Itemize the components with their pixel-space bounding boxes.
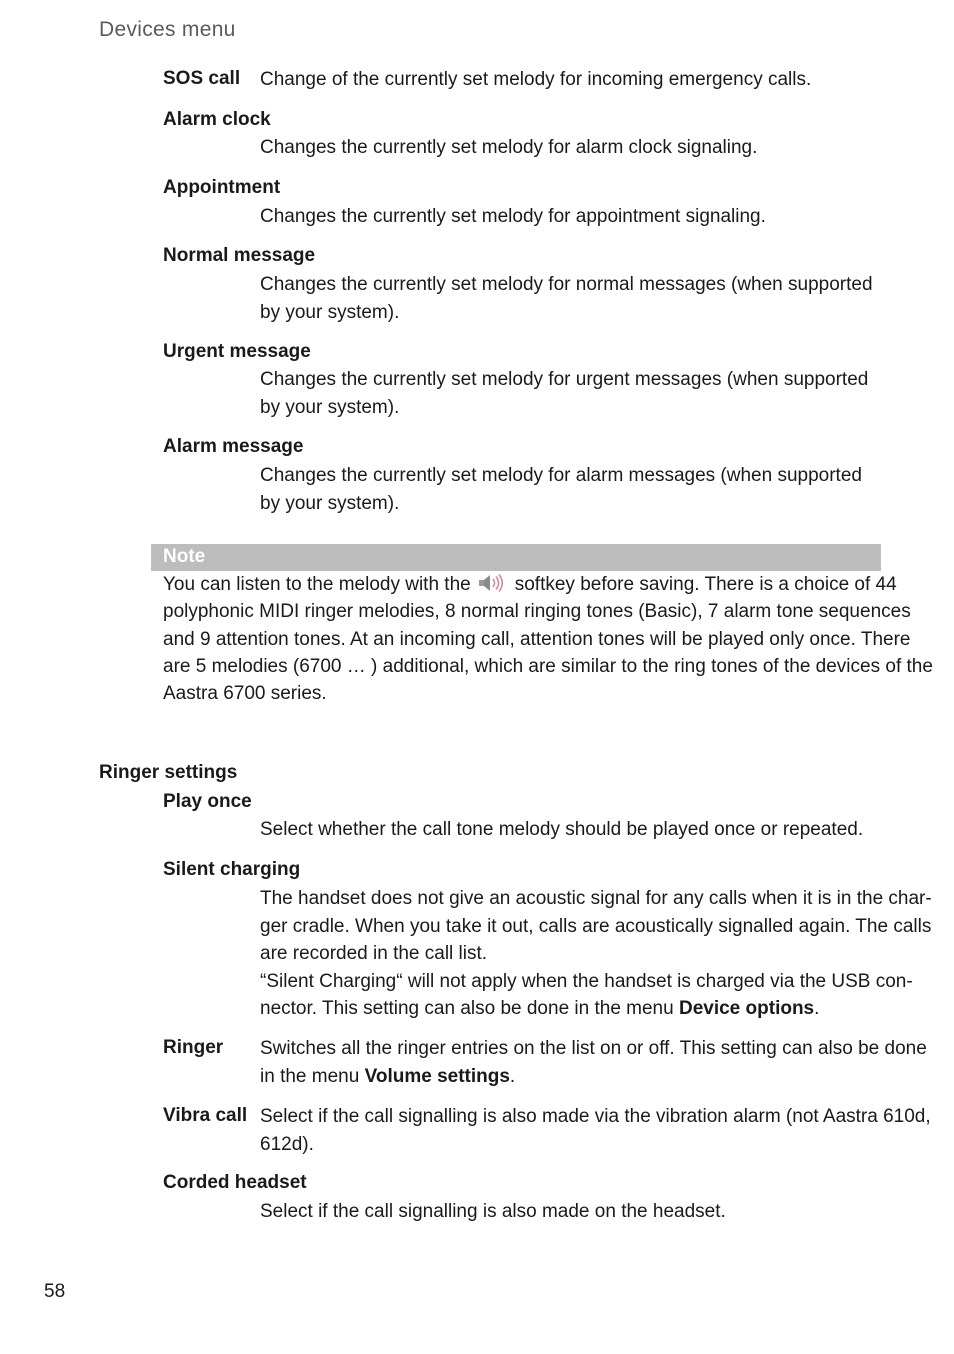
desc-line: Changes the currently set melody for urgent messages (when supported bbox=[260, 369, 869, 390]
desc-ringer bbox=[260, 1035, 927, 1090]
section-header: Devices menu bbox=[99, 18, 236, 41]
term-silent-charging: Silent charging bbox=[163, 859, 301, 880]
note-line: polyphonic MIDI ringer melodies, 8 normal ringing tones (Basic), 7 alarm tone sequences bbox=[163, 601, 911, 623]
desc-normal-message bbox=[260, 271, 873, 326]
desc-appointment: Changes the currently set melody for appointment signaling. bbox=[260, 206, 766, 227]
desc-line: The handset does not give an acoustic signal for any calls when it is in the char- bbox=[260, 888, 932, 909]
desc-urgent-message bbox=[260, 366, 868, 421]
term-appointment: Appointment bbox=[163, 177, 281, 198]
page-number: 58 bbox=[44, 1281, 66, 1302]
section-title-ringer-settings: Ringer settings bbox=[99, 762, 238, 783]
note-text bbox=[163, 571, 933, 707]
term-play-once: Play once bbox=[163, 791, 252, 812]
menu-ref-volume-settings: Volume settings bbox=[364, 1065, 510, 1087]
desc-alarm-clock: Changes the currently set melody for alarm clock signaling. bbox=[260, 137, 758, 158]
desc-text: nector. This setting can also be done in the menu bbox=[260, 998, 679, 1019]
desc-line bbox=[260, 995, 932, 1023]
desc-text: . bbox=[509, 1065, 516, 1087]
note-text-before-icon: You can listen to the melody with the bbox=[163, 574, 471, 595]
term-sos-call: SOS call bbox=[163, 68, 241, 89]
menu-ref-device-options: Device options bbox=[678, 998, 815, 1019]
term-normal-message: Normal message bbox=[163, 245, 316, 266]
term-urgent-message: Urgent message bbox=[163, 341, 311, 362]
desc-alarm-message bbox=[260, 462, 862, 517]
desc-line: by your system). bbox=[260, 301, 400, 323]
desc-line: by your system). bbox=[260, 396, 400, 418]
desc-text: in the menu bbox=[260, 1065, 365, 1087]
term-corded-headset: Corded headset bbox=[163, 1172, 307, 1193]
desc-line: “Silent Charging“ will not apply when the handset is charged via the USB con- bbox=[260, 970, 913, 992]
desc-line: 612d). bbox=[260, 1133, 314, 1155]
desc-line: are recorded in the call list. bbox=[260, 943, 488, 964]
note-line: are 5 melodies (6700 … ) additional, which are similar to the ring tones of the devices of the bbox=[163, 655, 933, 677]
note-bar bbox=[151, 544, 881, 571]
desc-line: Changes the currently set melody for alarm messages (when supported bbox=[260, 465, 862, 486]
desc-line: ger cradle. When you take it out, calls are acoustically signalled again. The calls bbox=[260, 915, 932, 937]
desc-line: Select if the call signalling is also made via the vibration alarm (not Aastra 610d, bbox=[260, 1106, 931, 1127]
note-label: Note bbox=[163, 546, 206, 567]
desc-line: Switches all the ringer entries on the list on or off. This setting can also be done bbox=[260, 1038, 927, 1059]
note-text-after-icon: softkey before saving. There is a choice of 44 bbox=[514, 574, 897, 595]
term-alarm-message: Alarm message bbox=[163, 436, 304, 457]
desc-line bbox=[260, 1063, 927, 1091]
desc-silent-charging bbox=[260, 885, 932, 1023]
desc-text: . bbox=[814, 998, 820, 1019]
desc-line: by your system). bbox=[260, 492, 400, 514]
term-ringer: Ringer bbox=[163, 1037, 224, 1058]
desc-vibra-call bbox=[260, 1103, 931, 1158]
note-line bbox=[163, 571, 933, 598]
desc-sos-call: Change of the currently set melody for incoming emergency calls. bbox=[260, 69, 812, 90]
desc-corded-headset: Select if the call signalling is also made on the headset. bbox=[260, 1201, 726, 1222]
note-line: and 9 attention tones. At an incoming call, attention tones will be played only once. There bbox=[163, 628, 911, 650]
term-alarm-clock: Alarm clock bbox=[163, 109, 271, 130]
note-line: Aastra 6700 series. bbox=[163, 683, 327, 705]
term-vibra-call: Vibra call bbox=[163, 1105, 248, 1126]
speaker-icon bbox=[477, 573, 507, 593]
desc-line: Changes the currently set melody for normal messages (when supported bbox=[260, 274, 873, 295]
desc-play-once: Select whether the call tone melody should be played once or repeated. bbox=[260, 819, 864, 840]
